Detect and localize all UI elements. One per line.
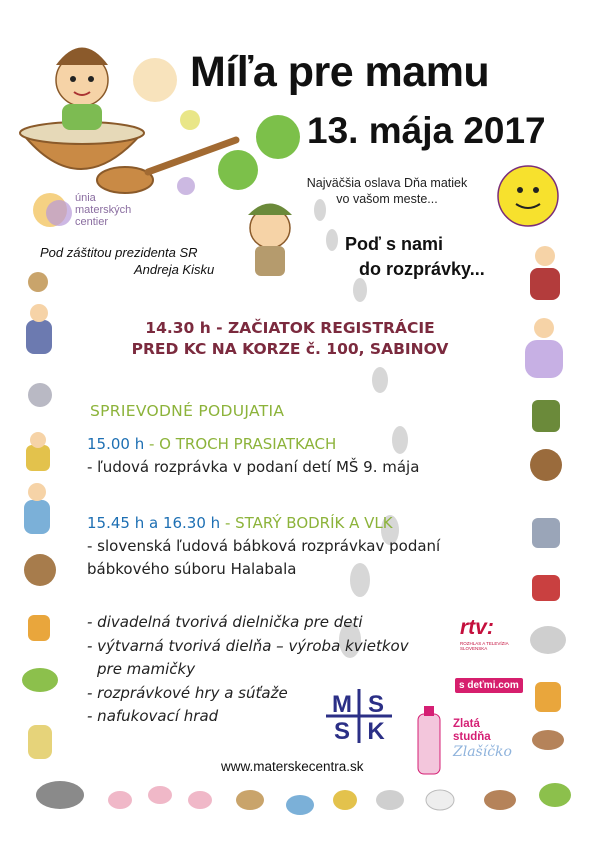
zlata-line-1: Zlatá (453, 718, 480, 730)
event-separator: - (144, 435, 160, 453)
registration-line-2: PRED KC NA KORZE č. 100, SABINOV (131, 340, 449, 358)
activity-item: - výtvarná tvorivá dielňa – výroba kvietkov (87, 636, 409, 655)
rtv-logo: rtv: (460, 616, 494, 639)
registration-line-1: 14.30 h - ZAČIATOK REGISTRÁCIE (145, 319, 435, 337)
tagline (292, 175, 482, 207)
msk-letter: M (332, 691, 352, 718)
poster-title: Míľa pre mamu (190, 48, 490, 96)
registration-info (120, 318, 460, 360)
event-item (87, 433, 419, 479)
activity-item: pre mamičky (97, 660, 196, 678)
activity-item: - nafukovací hrad (87, 707, 219, 725)
zlasicko-logo: Zlašíčko (453, 744, 512, 760)
org-logo-line-3: centier (75, 216, 109, 228)
event-time: 15.00 h (87, 435, 145, 453)
section-title: SPRIEVODNÉ PODUJATIA (90, 402, 285, 420)
event-description: - slovenská ľudová bábková rozprávkav podaní (87, 537, 441, 555)
website-url: www.materskecentra.sk (221, 759, 364, 774)
zlata-studna-logo (453, 718, 491, 744)
rtv-subtitle: ROZHLAS A TELEVÍZIA SLOVENSKA (460, 641, 509, 651)
event-time: 15.45 h a 16.30 h (87, 514, 221, 532)
event-date: 13. mája 2017 (307, 110, 546, 151)
patronage-line-2: Andreja Kisku (134, 262, 215, 277)
event-separator: - (220, 514, 236, 532)
slogan-line-1: Poď s nami (345, 234, 443, 254)
sdetmi-logo: s deťmi.com (455, 678, 523, 693)
msk-letter: S (367, 691, 385, 718)
event-name: O TROCH PRASIATKACH (159, 435, 337, 453)
slogan (345, 232, 485, 282)
org-logo-line-1: únia (75, 192, 96, 204)
msk-letter: K (367, 718, 385, 743)
activity-item: - divadelná tvorivá dielnička pre deti (87, 613, 363, 631)
event-description: - ľudová rozprávka v podaní detí MŠ 9. mája (87, 458, 420, 476)
org-logo-line-2: materských (75, 204, 132, 216)
event-name: STARÝ BODRÍK A VLK (235, 514, 393, 532)
zlata-line-2: studňa (453, 731, 491, 743)
tagline-line-2: vo vašom meste... (336, 192, 438, 206)
event-item (87, 512, 440, 581)
tagline-line-1: Najväčšia oslava Dňa matiek (306, 176, 468, 190)
slogan-line-2: do rozprávky... (359, 259, 485, 279)
msk-logo (326, 689, 392, 743)
patronage-line-1: Pod záštitou prezidenta SR (40, 245, 198, 260)
activity-item: - rozprávkové hry a súťaže (87, 683, 288, 702)
organization-logo-text (75, 192, 131, 228)
event-description: bábkového súboru Halabala (87, 560, 297, 578)
patronage (40, 244, 214, 278)
msk-letter: S (333, 718, 351, 743)
